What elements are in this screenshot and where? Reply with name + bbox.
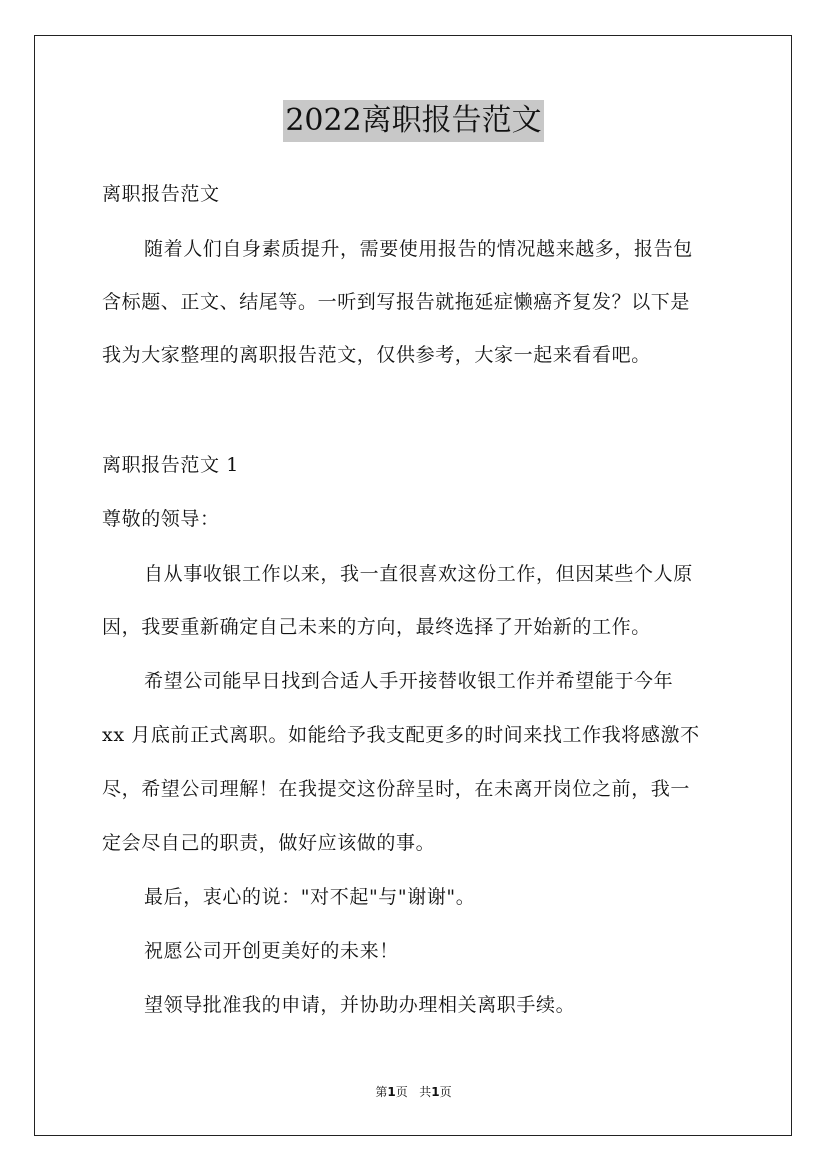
paragraph-line: 望领导批准我的申请，并协助办理相关离职手续。 [144, 994, 576, 1016]
page-footer [0, 1083, 827, 1101]
title-container [0, 100, 827, 142]
salutation: 尊敬的领导： [102, 508, 220, 530]
paragraph-line: 含标题、正文、结尾等。一听到写报告就拖延症懒癌齐复发？以下是 [102, 291, 691, 313]
paragraph-line: 最后，衷心的说："对不起"与"谢谢"。 [144, 886, 476, 908]
document-title: 2022离职报告范文 [283, 100, 543, 142]
paragraph-line: 我为大家整理的离职报告范文，仅供参考，大家一起来看看吧。 [102, 344, 651, 366]
footer-total-prefix: 共 [419, 1085, 432, 1099]
section-heading: 离职报告范文 [102, 183, 220, 205]
paragraph-line: 因，我要重新确定自己未来的方向，最终选择了开始新的工作。 [102, 616, 651, 638]
paragraph-line: 希望公司能早日找到合适人手开接替收银工作并希望能于今年 [144, 670, 674, 692]
section-heading: 离职报告范文 1 [102, 454, 239, 476]
footer-total-number: 1 [431, 1085, 440, 1099]
paragraph-line: 定会尽自己的职责，做好应该做的事。 [102, 832, 436, 854]
footer-page-prefix: 第 [375, 1085, 388, 1099]
paragraph-line: 祝愿公司开创更美好的未来！ [144, 940, 399, 962]
footer-total-suffix: 页 [439, 1085, 452, 1099]
paragraph-line: 自从事收银工作以来，我一直很喜欢这份工作，但因某些个人原 [144, 563, 693, 585]
paragraph-line: xx 月底前正式离职。如能给予我支配更多的时间来找工作我将感激不 [102, 724, 700, 746]
footer-page-number: 1 [387, 1085, 396, 1099]
footer-page-suffix: 页 [395, 1085, 408, 1099]
paragraph-line: 随着人们自身素质提升，需要使用报告的情况越来越多，报告包 [144, 238, 693, 260]
paragraph-line: 尽，希望公司理解！在我提交这份辞呈时，在未离开岗位之前，我一 [102, 778, 691, 800]
